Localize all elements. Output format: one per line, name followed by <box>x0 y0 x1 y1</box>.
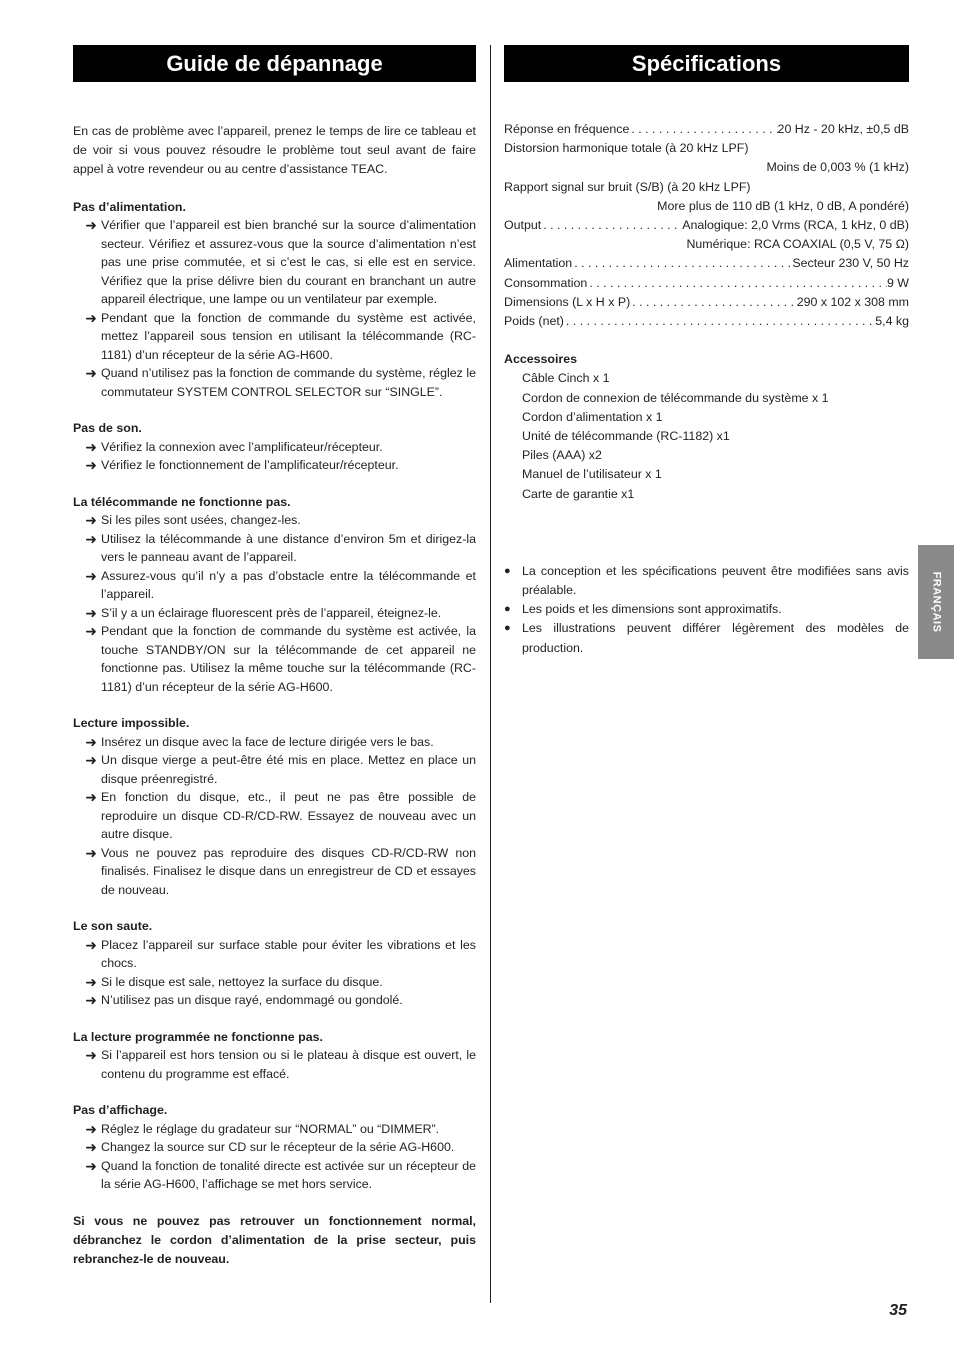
solution-text: Si les piles sont usées, changez-les. <box>101 513 301 528</box>
notes-list <box>504 562 909 658</box>
solution-item <box>73 309 476 365</box>
arrow-right-icon: ➜ <box>85 530 97 547</box>
troubleshooting-section <box>73 1101 476 1194</box>
troubleshooting-section <box>73 917 476 1010</box>
column-divider <box>490 45 491 1303</box>
spec-row-consumption <box>504 274 909 293</box>
language-tab-label: FRANÇAIS <box>930 571 942 633</box>
solution-item <box>73 733 476 752</box>
spec-label: Consommation <box>504 275 588 290</box>
solution-text: Réglez le réglage du gradateur sur “NORMAL” ou “DIMMER”. <box>101 1121 440 1136</box>
bullet-icon: ● <box>504 564 511 577</box>
leader-dots <box>587 274 887 293</box>
solution-item <box>73 936 476 973</box>
troubleshooting-section <box>73 419 476 475</box>
troubleshooting-column <box>73 45 476 1269</box>
solution-text: Placez l’appareil sur surface stable pour éviter les vibrations et les chocs. <box>101 937 476 971</box>
solution-text: S’il y a un éclairage fluorescent près de l’appareil, éteignez-le. <box>101 605 442 620</box>
note-item <box>504 562 909 600</box>
solution-item <box>73 1138 476 1157</box>
page-number: 35 <box>889 1302 907 1319</box>
solution-text: Assurez-vous qu’il n’y a pas d’obstacle entre la télécommande et l’appareil. <box>101 568 476 602</box>
solution-text: N’utilisez pas un disque rayé, endommagé ou gondolé. <box>101 993 403 1008</box>
accessory-item: Piles (AAA) x2 <box>522 448 602 463</box>
arrow-right-icon: ➜ <box>85 512 97 529</box>
arrow-right-icon: ➜ <box>85 844 97 861</box>
section-title: Pas d’alimentation. <box>73 199 186 214</box>
note-text: Les illustrations peuvent différer légèrement des modèles de production. <box>522 621 909 655</box>
solution-item <box>73 364 476 401</box>
spec-value: 5,4 kg <box>875 314 909 329</box>
solution-text: Utilisez la télécommande à une distance d’environ 5m et dirigez-la vers le panneau avant de l’appareil. <box>101 531 476 565</box>
spec-row-snr-label <box>504 178 909 197</box>
spec-row-output <box>504 216 909 235</box>
section-title: Pas de son. <box>73 421 142 436</box>
solution-text: Un disque vierge a peut-être été mis en place. Mettez en place un disque préenregistré. <box>101 753 476 786</box>
solution-text: Quand n’utilisez pas la fonction de commande du système, réglez le commutateur SYSTEM CONTROL SELECTOR sur “SINGLE”. <box>101 366 476 399</box>
spec-value: Analogique: 2,0 Vrms (RCA, 1 kHz, 0 dB) <box>682 218 909 233</box>
spec-row-frequency <box>504 120 909 139</box>
arrow-right-icon: ➜ <box>85 1139 97 1156</box>
accessory-item: Unité de télécommande (RC-1182) x1 <box>522 429 730 444</box>
solution-text: Vous ne pouvez pas reproduire des disques CD-R/CD-RW non finalisés. Finalisez le disque dans un enregistreur de CD et essayes de nouveau. <box>101 845 476 897</box>
spec-value: 290 x 102 x 308 mm <box>796 294 909 309</box>
solution-text: Quand la fonction de tonalité directe est activée sur un récepteur de la série AG-H600, l’affichage se met hors service. <box>101 1158 476 1192</box>
solution-item <box>73 530 476 567</box>
spec-label: Rapport signal sur bruit (S/B) (à 20 kHz LPF) <box>504 179 751 194</box>
arrow-right-icon: ➜ <box>85 789 97 806</box>
leader-dots <box>564 312 875 331</box>
arrow-right-icon: ➜ <box>85 936 97 953</box>
arrow-right-icon: ➜ <box>85 992 97 1009</box>
solution-text: En fonction du disque, etc., il peut ne pas être possible de reproduire un disque CD-R/CD-RW. Essayez de nouveau avec un autre disque. <box>101 790 476 842</box>
arrow-right-icon: ➜ <box>85 217 97 234</box>
arrow-right-icon: ➜ <box>85 1157 97 1174</box>
spec-row-dimensions <box>504 293 909 312</box>
arrow-right-icon: ➜ <box>85 438 97 455</box>
troubleshooting-sections <box>73 198 476 1194</box>
arrow-right-icon: ➜ <box>85 365 97 382</box>
solution-item <box>73 1120 476 1139</box>
section-title: Pas d’affichage. <box>73 1103 168 1118</box>
solution-item <box>73 438 476 457</box>
solution-text: Insérez un disque avec la face de lecture dirigée vers le bas. <box>101 734 434 749</box>
spec-label: Distorsion harmonique totale (à 20 kHz LPF) <box>504 141 749 156</box>
spec-label: Output <box>504 218 542 233</box>
arrow-right-icon: ➜ <box>85 973 97 990</box>
leader-dots <box>630 293 796 312</box>
solution-item <box>73 622 476 696</box>
leader-dots <box>572 254 792 273</box>
solution-text: Si l’appareil est hors tension ou si le plateau à disque est ouvert, le contenu du programme est effacé. <box>101 1048 476 1081</box>
solution-text: Vérifier que l’appareil est bien branché sur la source d’alimentation secteur. Vérifiez et assurez-vous que la source d’alimentation n’est pas une prise commutée, et si c’est le cas, si elle est en service. Vérifiez que la prise délivre bien du courant en branchant un autre appareil électrique, une lampe ou un ventilateur par exemple. <box>101 218 476 307</box>
solution-item <box>73 788 476 844</box>
solution-text: Vérifiez le fonctionnement de l’amplificateur/récepteur. <box>101 458 399 473</box>
note-text: La conception et les spécifications peuvent être modifiées sans avis préalable. <box>522 563 909 598</box>
arrow-right-icon: ➜ <box>85 752 97 769</box>
solution-item <box>73 844 476 900</box>
solution-text: Vérifiez la connexion avec l’amplificateur/récepteur. <box>101 439 383 454</box>
accessory-item: Manuel de l’utilisateur x 1 <box>522 467 662 482</box>
arrow-right-icon: ➜ <box>85 604 97 621</box>
troubleshooting-section <box>73 714 476 899</box>
final-advice: Si vous ne pouvez pas retrouver un fonctionnement normal, débranchez le cordon d’alimentation de la prise secteur, puis rebranchez-le de nouveau. <box>73 1213 476 1266</box>
solution-item <box>73 604 476 623</box>
solution-item <box>73 991 476 1010</box>
accessories-list <box>504 369 909 503</box>
troubleshooting-title: Guide de dépannage <box>73 45 476 82</box>
note-text: Les poids et les dimensions sont approximatifs. <box>522 602 782 617</box>
arrow-right-icon: ➜ <box>85 623 97 640</box>
solution-item <box>73 1046 476 1083</box>
solution-item <box>73 511 476 530</box>
accessories-title: Accessoires <box>504 352 578 367</box>
section-title: Lecture impossible. <box>73 716 190 731</box>
spec-value: 20 Hz - 20 kHz, ±0,5 dB <box>777 122 909 136</box>
bullet-icon: ● <box>504 622 511 635</box>
troubleshooting-section <box>73 1028 476 1084</box>
language-tab <box>918 545 954 659</box>
spec-label: Poids (net) <box>504 314 564 329</box>
solution-item <box>73 216 476 309</box>
leader-dots <box>629 120 777 139</box>
spec-value: 9 W <box>886 275 909 290</box>
note-item <box>504 619 909 657</box>
accessory-item: Carte de garantie x1 <box>522 486 635 501</box>
section-title: Le son saute. <box>73 919 153 934</box>
spec-value: Secteur 230 V, 50 Hz <box>792 256 909 271</box>
solution-text: Pendant que la fonction de commande du système est activée, mettez l’appareil sous tension en utilisant la télécommande (RC-1181) d’un récepteur de la série AG-H600. <box>101 310 476 362</box>
solution-text: Pendant que la fonction de commande du système est activée, la touche STANDBY/ON sur la télécommande de cet appareil ne fonctionne pas. Utilisez la même touche sur la télécommande (RC-1181) d’un récepteur de la série AG-H600. <box>101 624 476 694</box>
bullet-icon: ● <box>504 603 511 616</box>
spec-value-output-digital: Numérique: RCA COAXIAL (0,5 V, 75 Ω) <box>686 237 909 252</box>
solution-item <box>73 1157 476 1194</box>
solution-item <box>73 973 476 992</box>
solution-item <box>73 751 476 788</box>
solution-text: Changez la source sur CD sur le récepteur de la série AG-H600. <box>101 1140 455 1155</box>
spec-row-weight <box>504 312 909 331</box>
arrow-right-icon: ➜ <box>85 733 97 750</box>
specifications-column <box>504 45 909 658</box>
arrow-right-icon: ➜ <box>85 1047 97 1064</box>
solution-item <box>73 567 476 604</box>
specifications-title: Spécifications <box>504 45 909 82</box>
section-title: La télécommande ne fonctionne pas. <box>73 494 291 509</box>
arrow-right-icon: ➜ <box>85 567 97 584</box>
troubleshooting-section <box>73 198 476 402</box>
section-title: La lecture programmée ne fonctionne pas. <box>73 1029 323 1044</box>
spec-row-thd-label <box>504 139 909 158</box>
accessory-item: Cordon d’alimentation x 1 <box>522 409 663 424</box>
spec-label: Dimensions (L x H x P) <box>504 294 631 309</box>
solution-item <box>73 456 476 475</box>
spec-value-snr: More plus de 110 dB (1 kHz, 0 dB, A pondéré) <box>657 198 909 213</box>
accessory-item: Câble Cinch x 1 <box>522 371 610 386</box>
arrow-right-icon: ➜ <box>85 1120 97 1137</box>
troubleshooting-section <box>73 493 476 697</box>
intro-paragraph: En cas de problème avec l’appareil, prenez le temps de lire ce tableau et de voir si vous pouvez résoudre le problème tout seul avant de faire appel à votre revendeur ou au centre d’assistance TEAC. <box>73 124 476 177</box>
spec-label: Réponse en fréquence <box>504 122 630 136</box>
leader-dots <box>541 216 682 235</box>
spec-row-power <box>504 254 909 273</box>
spec-value-thd: Moins de 0,003 % (1 kHz) <box>766 160 909 175</box>
spec-list <box>504 120 909 331</box>
note-item <box>504 600 909 619</box>
accessory-item: Cordon de connexion de télécommande du système x 1 <box>522 390 829 405</box>
arrow-right-icon: ➜ <box>85 309 97 326</box>
solution-text: Si le disque est sale, nettoyez la surface du disque. <box>101 974 383 989</box>
arrow-right-icon: ➜ <box>85 457 97 474</box>
spec-label: Alimentation <box>504 256 573 271</box>
